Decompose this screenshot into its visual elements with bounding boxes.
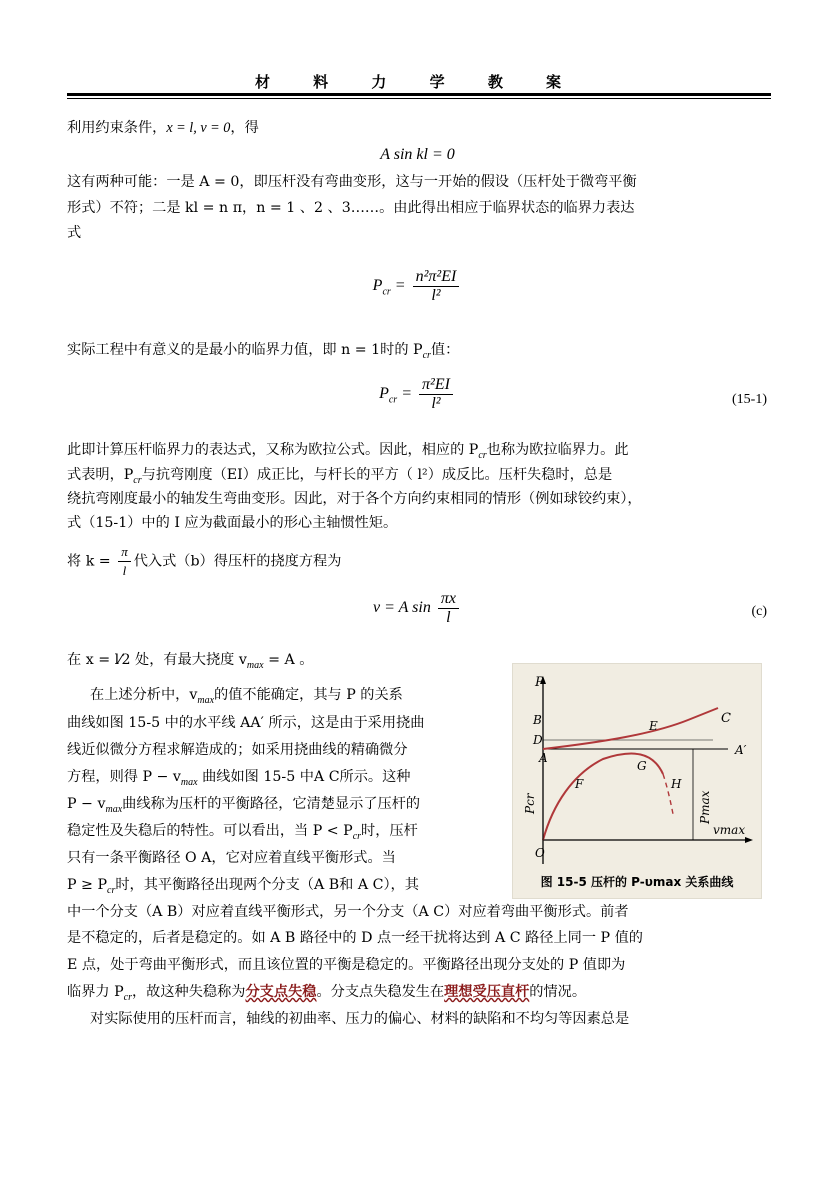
equation-number-15-1: (15-1)	[732, 392, 767, 407]
text-line: 方程，则得 $P - v_{max}$ 曲线如图 15-5 中A C所示。这种	[67, 769, 411, 788]
text-line: 利用约束条件，x = l, v = 0，得	[67, 120, 259, 136]
label-A: A	[539, 751, 548, 765]
text-line: $P \ge P_{cr}$时，其平衡路径出现两个分支（A B和 A C），其	[67, 877, 419, 896]
label-F: F	[575, 777, 584, 791]
p-vmax-diagram	[513, 664, 761, 898]
label-Pmax: Pmax	[698, 790, 712, 824]
term-ideal-compressed-bar: 理想受压直杆	[444, 984, 530, 1000]
equation-2: $P_{cr}$ = $\frac{\text{n²π²EI}}{\text{l²}}$	[0, 268, 835, 305]
label-O: O	[535, 846, 545, 860]
text-line: 绕抗弯刚度最小的轴发生弯曲变形。因此，对于各个方向约束相同的情形（例如球铰约束），	[67, 491, 642, 507]
text-line: 对实际使用的压杆而言，轴线的初曲率、压力的偏心、材料的缺陷和不均匀等因素总是	[90, 1011, 630, 1027]
label-E: E	[649, 719, 658, 733]
label-C: C	[721, 711, 731, 726]
text-line: E 点，处于弯曲平衡形式，而且该位置的平衡是稳定的。平衡路径出现分支处的 P 值即为	[67, 957, 626, 973]
text-line: 式	[67, 225, 82, 241]
label-vmax: vmax	[713, 823, 746, 837]
text-line: 形式）不符；二是 kl = n π，n = 1 、2 、3……。由此得出相应于临界状态的临界力表达	[67, 200, 635, 216]
term-branch-point-instability: 分支点失稳	[245, 984, 317, 1000]
text-line: 式表明，$P_{cr}$与抗弯刚度（EI）成正比，与杆长的平方（ l²）成反比。压杆失稳时，总是	[67, 467, 613, 486]
header-rule-thin	[67, 98, 771, 99]
label-Pcr: Pcr	[523, 793, 537, 814]
text-line: 实际工程中有意义的是最小的临界力值，即 n = 1时的 $P_{cr}$值：	[67, 342, 460, 361]
label-P: P	[535, 675, 544, 690]
text-line: 是不稳定的，后者是稳定的。如 A B 路径中的 D 点一经干扰将达到 A C 路径上同一 P 值的	[67, 930, 643, 946]
text-line: 在上述分析中，$v_{max}$的值不能确定，其与 P 的关系	[90, 687, 403, 706]
v-axis-arrow	[745, 837, 753, 843]
text-line: 曲线如图 15-5 中的水平线 AA′ 所示，这是由于采用挠曲	[67, 715, 425, 731]
text-line: 式（15-1）中的 I 应为截面最小的形心主轴惯性矩。	[67, 515, 398, 531]
label-B: B	[533, 713, 542, 727]
text-line: 临界力 $P_{cr}$，故这种失稳称为分支点失稳。分支点失稳发生在理想受压直杆的情况。	[67, 984, 587, 1003]
label-G: G	[637, 759, 647, 773]
figure-15-5	[512, 663, 762, 899]
equation-number-c: (c)	[751, 604, 767, 619]
text-line: 线近似微分方程求解造成的；如采用挠曲线的精确微分	[67, 742, 408, 758]
equation-3: $P_{cr}$ = $\frac{\text{π²EI}}{\text{l²}}$	[0, 376, 835, 413]
text-line: 只有一条平衡路径 O A，它对应着直线平衡形式。当	[67, 850, 396, 866]
figure-caption: 图 15-5 压杆的 P-υmax 关系曲线	[540, 875, 734, 889]
text-line: 此即计算压杆临界力的表达式，又称为欧拉公式。因此，相应的 $P_{cr}$也称为欧拉临界力。此	[67, 442, 629, 461]
header-rule-thick	[67, 93, 771, 96]
text-line: $P - v_{max}$曲线称为压杆的平衡路径，它清楚显示了压杆的	[67, 796, 421, 815]
equation-1: A sin kl = 0	[380, 146, 455, 163]
text-line: 在 x = l⁄2 处，有最大挠度 $v_{max} = A$ 。	[67, 652, 314, 671]
text-line: 稳定性及失稳后的特性。可以看出，当 $P < P_{cr}$时，压杆	[67, 823, 418, 842]
curve-AC	[543, 708, 718, 749]
equation-4: v = A sin $\frac{\pi x}{l}$	[0, 590, 835, 627]
label-H: H	[671, 777, 682, 791]
text-line: 这有两种可能：一是 A = 0，即压杆没有弯曲变形，这与一开始的假设（压杆处于微弯平衡	[67, 174, 637, 190]
page-header-title: 材 料 力 学 教 案	[254, 73, 581, 91]
label-A-prime: A′	[735, 743, 747, 757]
label-D: D	[533, 733, 543, 747]
text-line: 中一个分支（A B）对应着直线平衡形式，另一个分支（A C）对应着弯曲平衡形式。前者	[67, 904, 629, 920]
text-line: 将 k = $\frac{\pi}{l}$ 代入式（b）得压杆的挠度方程为	[67, 544, 342, 578]
